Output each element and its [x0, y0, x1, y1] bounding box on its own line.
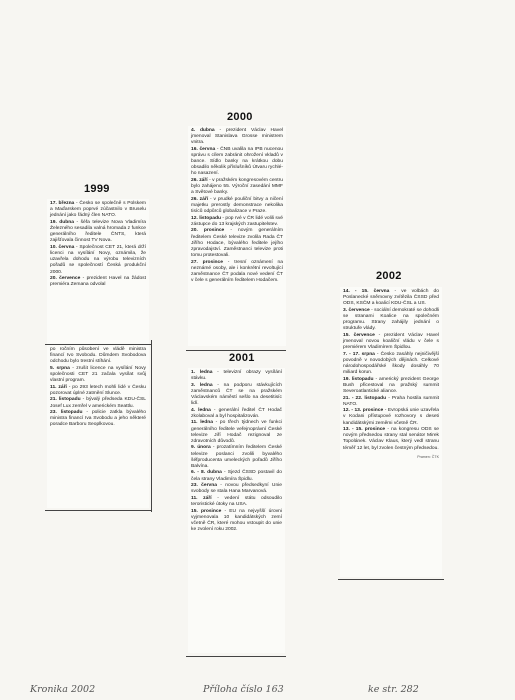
chronicle-entry — [50, 245, 146, 276]
entry-text: - Praha hostila summit NATO. — [343, 395, 439, 407]
entry-text: - bývalý předseda KDU-ČSL Josef Lux zemřel v americkém Seattlu. — [50, 397, 146, 409]
entry-text: - ČNB uvalila na IPB nucenou správu s cílem zabránit ohrožení vkladů v bance. Sídlo banky na krátkou dobu obsadilo několik příslušníků Útvaru rychlého nasazení. — [191, 146, 283, 177]
handwritten-chronicle-label: Kronika 2002 — [30, 684, 96, 695]
entry-text: - americký prezident George Bush přicestoval na pražský summit Severoatlantické aliance. — [343, 376, 439, 395]
entry-date: 21. listopadu — [50, 397, 81, 403]
entry-text: - vedení státu odsoudilo teroristické útoky na USA. — [191, 495, 282, 508]
entry-date: 16. června — [191, 146, 216, 152]
chronicle-entry — [191, 147, 283, 178]
year-title-2000: 2000 — [227, 111, 253, 123]
chronicle-entry — [343, 333, 439, 351]
chronicle-entry — [343, 308, 439, 333]
chronicle-entry — [50, 410, 146, 428]
chronicle-column-2000 — [188, 126, 286, 346]
entry-text: - prezident Václav Havel jmenoval novou koaliční vládu v čele s premiérem Vladimírem Špidlou. — [343, 332, 439, 351]
chronicle-entry — [191, 445, 282, 470]
year-title-2001: 2001 — [229, 352, 255, 364]
chronicle-entry — [191, 420, 282, 445]
chronicle-entry — [191, 197, 283, 215]
entry-text: - po třech týdnech ve funkci generálního ředitele veřejnoprávní České televize Jiří Hodač rezignoval ze zdravotních důvodů. — [191, 420, 282, 444]
entry-date: 15. prosince — [191, 508, 222, 514]
handwritten-attachment-number: Příloha číslo 163 — [203, 684, 284, 695]
entry-date: 19. listopadu — [343, 376, 374, 382]
entry-date: 26. září — [191, 178, 208, 184]
chronicle-entry — [191, 470, 282, 482]
entry-text: - prozatímním ředitelem České televize poslanci zvolili byvalého šéfproducenta umeleckých pořadů Jiřího Balvína. — [191, 445, 282, 469]
chronicle-column-1999-part-1 — [47, 199, 149, 344]
entry-date: 4. dubna — [191, 128, 215, 133]
entry-date: 4. ledna — [191, 407, 211, 413]
entry-text: - novým generálním ředitelem České televize zvolila Rada ČT Jiřího Hodace, bývalého ředitele jejího zpravodajství. Zaměstnanci televize proti tomu protestovali. — [191, 228, 283, 259]
entry-text: - v prudké pouliční bitvy a ničení majetku prerostly demonstrace nekolika tisíců odpůrců globalizace v Praze. — [191, 196, 283, 215]
entry-date: 23. listopadu — [50, 410, 83, 416]
entry-date: 23. června — [191, 483, 217, 489]
chronicle-entry — [191, 408, 282, 420]
entry-text: - EU na nejvyšší úrovni vyjmenovala 10 kandidátských zemí včetně ČR, které mohou vstoupit do unie ke zvolení roku 2002. — [191, 508, 282, 533]
entry-text: - Evropská unie uzavřela v Kodani přístupové rozhovory s deseti kandidátskými zeměmi včetně ČR. — [343, 408, 439, 426]
entry-text: - tresní oznámení na neznámé osoby, ale i konkrétní revoltující zaměstnance ČT podala nové vedení ČT v čele s generálním ředitelem Hodačem. — [191, 259, 284, 284]
entry-text: - na kongresu ODS se novým předsedou strany stal senátor Mirek Topolánek. Václav Klaus, který vedl stranu téměř 12 let, byl zvolen čestným předsedou. — [343, 427, 440, 451]
entry-date: 19. dubna — [50, 219, 74, 225]
chronicle-entry — [191, 128, 283, 146]
chronicle-entry — [191, 496, 282, 508]
entry-date: 26. září — [191, 196, 209, 202]
entry-date: 27. prosince — [191, 259, 223, 265]
chronicle-entry-continuation: po ročním působení ve vládě ministra financí Ivo Svobodu. Důmdem Svobodova odchodu bylo trestní stíhání. — [50, 347, 146, 365]
chronicle-entry — [343, 408, 439, 426]
entry-text: - v pražském kongresovém centru bylo zahájeno 55. Výroční zasedání MMF a Světové banky. — [191, 178, 283, 196]
entry-date: 20. července — [50, 276, 81, 282]
entry-date: 11. září — [191, 495, 212, 501]
divider-line — [186, 350, 286, 351]
divider-line — [151, 340, 152, 512]
entry-text: - televizní obrazy vysílání stávku. — [191, 370, 282, 382]
chronicle-entry — [343, 377, 439, 395]
entry-date: 11. ledna — [191, 420, 213, 426]
chronicle-entry — [50, 385, 146, 397]
entry-text: - policie zatkla bývalého ministra financí Iva Svobodu a jeho některé poradce Barboru Seoplkovou. — [50, 410, 146, 428]
entry-date: 10. června — [50, 244, 75, 250]
entry-text: - generální ředitel ČT Hodač zkolaboval a byl hospitalizován. — [191, 407, 282, 419]
divider-line — [45, 510, 151, 511]
entry-date: 1. ledna — [191, 370, 213, 375]
chronicle-entry — [50, 397, 146, 409]
chronicle-entry — [343, 396, 439, 408]
chronicle-entry — [191, 370, 282, 382]
entry-date: 12. listopadu — [191, 215, 221, 221]
entry-date: 3. července — [343, 307, 370, 313]
chronicle-entry — [191, 216, 283, 228]
chronicle-entry — [191, 383, 282, 408]
entry-date: 20. prosince — [191, 228, 225, 234]
chronicle-column-1999-part-2 — [47, 345, 149, 508]
entry-date: 5. srpna — [50, 365, 70, 371]
entry-text: - sociální demokraté se dohodli se stranami Koalice na společném programu. Strany zahájily jednání o struktuře vlády. — [343, 307, 439, 332]
entry-date: 11. září — [50, 384, 67, 390]
entry-text: - novou předsedkyní Unie svobody se stala Hana Marvanová. — [191, 483, 282, 495]
entry-text: - po 293 letech mohli lidé v Česku pozorovat úplné zatmění Slunce. — [50, 384, 146, 396]
entry-text: - Česko se společně s Polskem a Maďarskem poprvé zúčastnilo v Bruselu jednání jako řádný člen NATO. — [50, 201, 146, 219]
year-title-1999: 1999 — [84, 183, 110, 195]
entry-date: 6. - 8. dubna — [191, 470, 222, 476]
entry-date: 3. ledna — [191, 382, 213, 388]
chronicle-entry — [343, 352, 439, 377]
chronicle-entry — [50, 366, 146, 384]
chronicle-entry — [343, 289, 439, 307]
entry-text: - ve volbách do Poslanecké sněmovny zvítězila ČSSD před ODS, KSČM a koalicí KDU-ČSL a US. — [343, 289, 439, 307]
entry-text: - prezident Václav Havel jmenoval Stanislava Grosse ministrem vnitra. — [191, 128, 284, 146]
chronicle-entry — [191, 483, 282, 495]
entry-text: - pop rvé v ČR lidé volili své zástupce do 13 krajských zastupitelstev. — [191, 215, 283, 227]
chronicle-entry — [191, 178, 283, 196]
handwritten-page-reference: ke str. 282 — [368, 684, 419, 695]
chronicle-entry — [191, 260, 283, 285]
entry-date: 21. - 22. listopadu — [343, 395, 387, 401]
entry-date: 15. července — [343, 332, 375, 338]
chronicle-entry — [343, 427, 439, 452]
chronicle-column-2001 — [188, 368, 285, 653]
entry-date: 13. - 15. prosince — [343, 427, 386, 433]
entry-date: 9. února — [191, 445, 211, 451]
entry-text: - Česko zasáhly nejničivější povodně v novodobých dějinách. Celkové národohospodářské škody dosáhly 70 miliard korun. — [343, 351, 439, 376]
divider-line — [338, 579, 444, 580]
chronicle-entry — [191, 509, 282, 534]
chronicle-entry — [191, 228, 283, 259]
entry-date: 7. - 17. srpna — [343, 351, 375, 357]
entry-text: - zrušit licence na vysílání Novy společnosti CET 21 začala vysílat svůj vlastní program. — [50, 365, 146, 384]
entry-text: - na podporu stávkujících zaměstnanců ČT se na pražském Václavském náměstí sešlo na desetitisíc lidí. — [191, 382, 282, 407]
entry-text: - šéfa televize Nova Vladimíra Železného sesadila valná hromada z funkce generálního ředitele ČNTS, která zajišťovala činnost TV Nova. — [50, 219, 146, 244]
entry-date: 17. března — [50, 201, 75, 206]
entry-text: - Sjezd ČSSD postavil do čela strany Vladimíra Špidlu. — [191, 470, 282, 482]
divider-line — [186, 656, 286, 657]
source-credit: Pramen: ČTK — [417, 454, 439, 459]
entry-date: 12. - 13. prosince — [343, 408, 384, 414]
entry-text: - Společnost CET 21, která drží licenci na vysílání Novy, oznámila, že uzavřela dohodu na výrobu televizních pořadů se společností Česká produkční 2000. — [50, 244, 146, 275]
year-title-2002: 2002 — [376, 270, 402, 282]
chronicle-column-2002 — [340, 287, 442, 577]
chronicle-entry — [50, 201, 146, 219]
chronicle-entry — [50, 276, 146, 288]
entry-date: 14. - 15. června — [343, 289, 390, 294]
entry-text: - prezident Havel na žádost premiéra Zemana odvolal — [50, 276, 146, 288]
chronicle-entry — [50, 220, 146, 245]
